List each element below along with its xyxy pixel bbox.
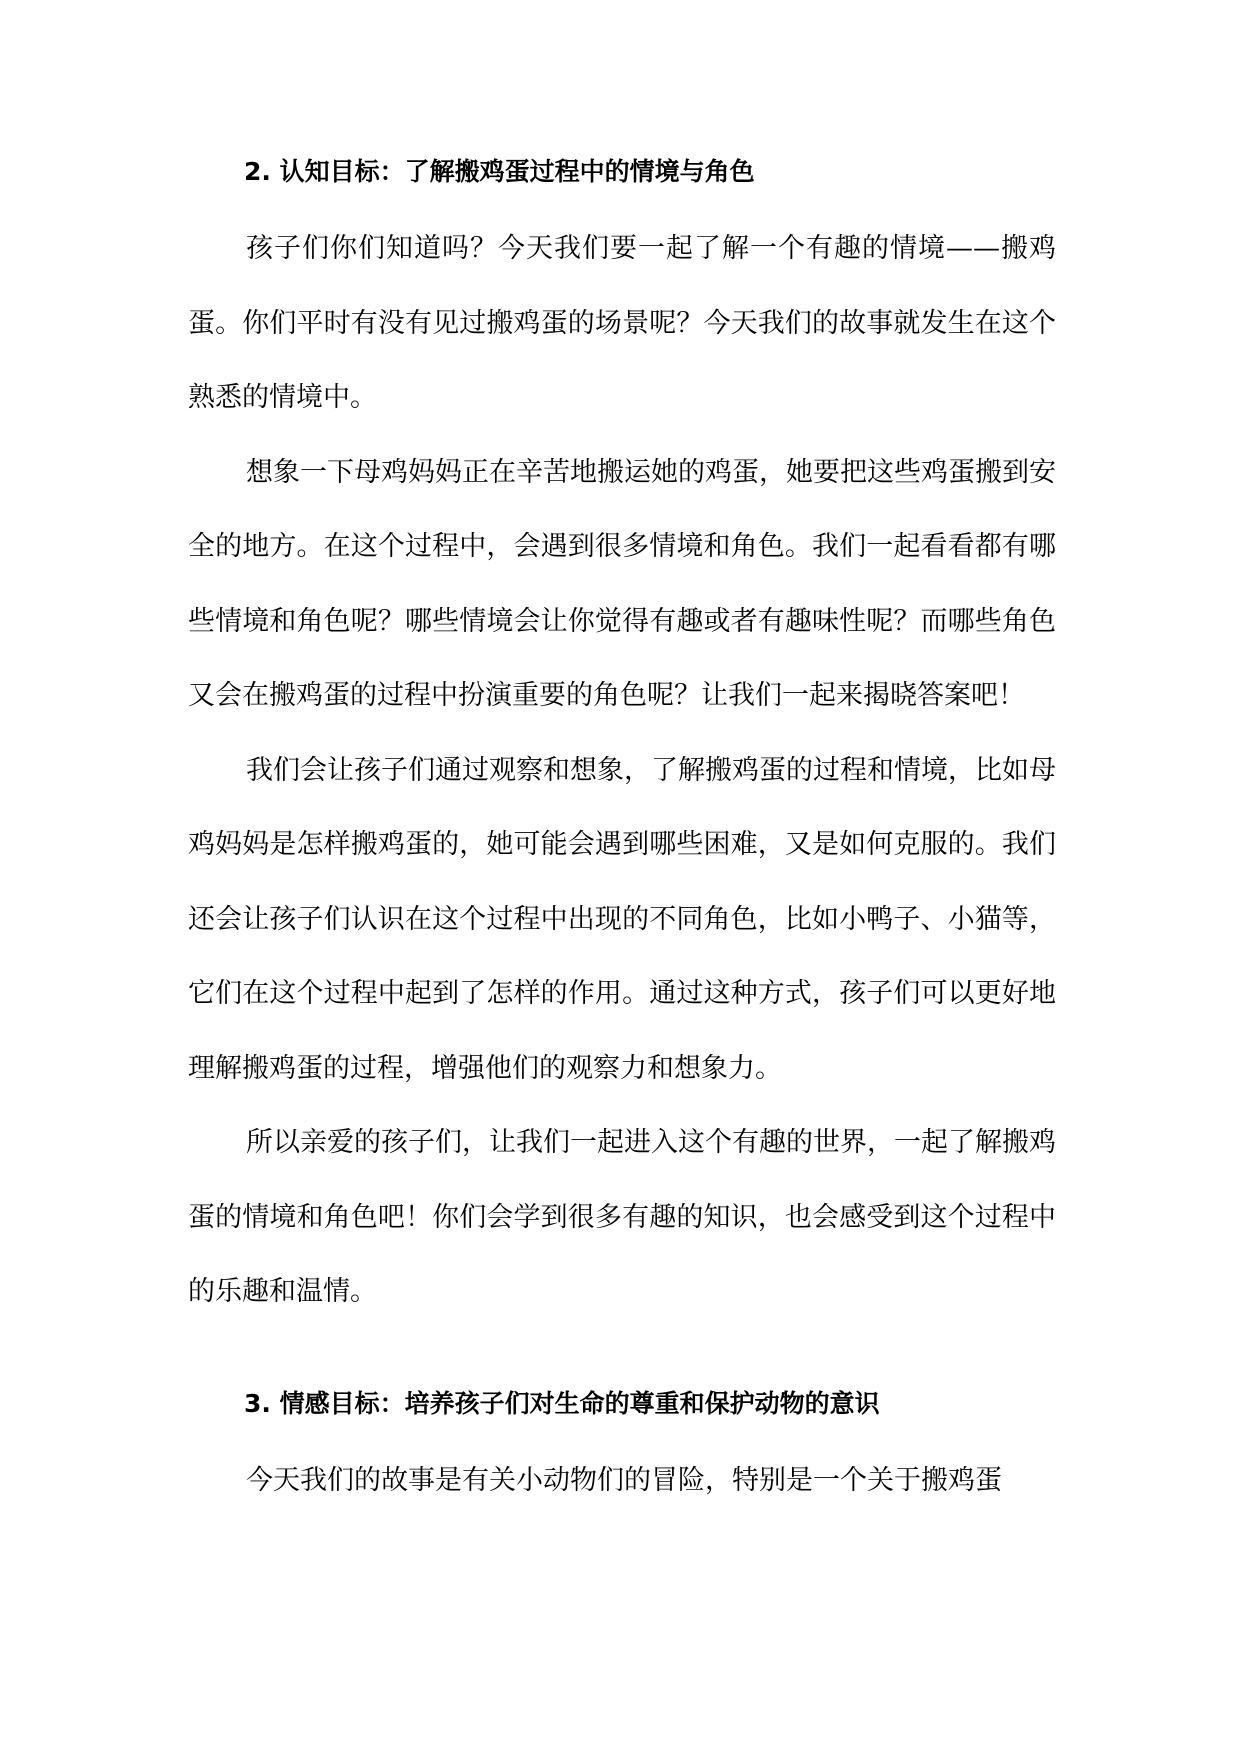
section-2-paragraph-3: 我们会让孩子们通过观察和想象，了解搬鸡蛋的过程和情境，比如母鸡妈妈是怎样搬鸡蛋的，她可能会遇到哪些困难，又是如何克服的。我们还会让孩子们认识在这个过程中出现的不同角色，比如小鸭子、小猫等，它们在这个过程中起到了怎样的作用。通过这种方式，孩子们可以更好地理解搬鸡蛋的过程，增强他们的观察力和想象力。: [188, 754, 1056, 1084]
section-2-paragraph-1: 孩子们你们知道吗？今天我们要一起了解一个有趣的情境——搬鸡蛋。你们平时有没有见过搬鸡蛋的场景呢？今天我们的故事就发生在这个熟悉的情境中。: [188, 233, 1056, 413]
spacer: [188, 1434, 1056, 1444]
spacer: [188, 202, 1056, 212]
document-body: [188, 142, 1056, 1518]
spacer: [188, 1330, 1056, 1374]
section-2-heading: 2. 认知目标：了解搬鸡蛋过程中的情境与角色: [244, 157, 755, 186]
section-2-paragraph-4: 所以亲爱的孩子们，让我们一起进入这个有趣的世界，一起了解搬鸡蛋的情境和角色吧！你们会学到很多有趣的知识，也会感受到这个过程中的乐趣和温情。: [188, 1127, 1056, 1307]
section-3-paragraph-1: 今天我们的故事是有关小动物们的冒险，特别是一个关于搬鸡蛋: [246, 1464, 1002, 1496]
section-3-heading: 3. 情感目标：培养孩子们对生命的尊重和保护动物的意识: [244, 1388, 880, 1418]
section-2-paragraph-2: 想象一下母鸡妈妈正在辛苦地搬运她的鸡蛋，她要把这些鸡蛋搬到安全的地方。在这个过程中，会遇到很多情境和角色。我们一起看看都有哪些情境和角色呢？哪些情境会让你觉得有趣或者有趣味性呢？而哪些角色又会在搬鸡蛋的过程中扮演重要的角色呢？让我们一起来揭晓答案吧！: [188, 456, 1056, 711]
